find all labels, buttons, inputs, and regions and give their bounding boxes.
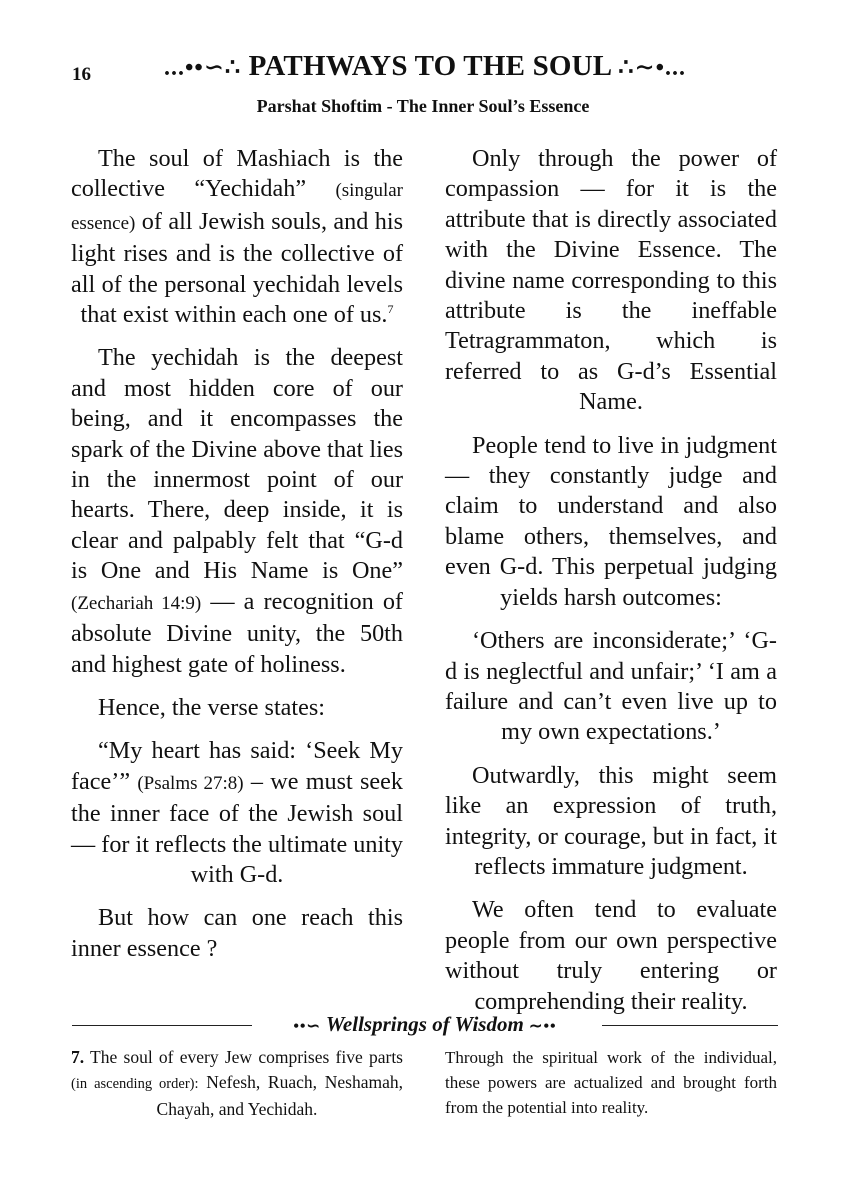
text: Nefesh, Ruach, Neshamah, Chayah, and Yechidah.: [156, 1072, 403, 1119]
paragraph: [71, 343, 403, 679]
citation: (Psalms 27:8): [137, 772, 244, 794]
divider-ornament-left-icon: ••∽: [293, 1018, 321, 1035]
book-title: PATHWAYS TO THE SOUL: [248, 50, 611, 82]
parenthetical: (singular essence): [71, 180, 403, 234]
text: — a recognition of absolute Divine unity, the 50th and highest gate of holiness.: [71, 587, 403, 678]
text: The soul of every Jew comprises five parts: [84, 1047, 403, 1067]
footnote-divider: [72, 1012, 778, 1040]
divider-title: Wellsprings of Wisdom: [325, 1012, 524, 1036]
paragraph: [71, 144, 403, 330]
title-ornament-left-icon: ...••∽∴: [164, 55, 242, 81]
text: The soul of Mashiach is the collective “Yechidah”: [71, 145, 403, 203]
paragraph: ‘Others are inconsiderate;’ ‘G-d is neglectful and unfair;’ ‘I am a failure and can’t even live up to my own expectations.’: [445, 627, 777, 746]
paragraph: But how can one reach this inner essence ?: [71, 904, 403, 962]
title-ornament-right-icon: ∴∼•...: [618, 55, 686, 81]
running-title: [130, 50, 720, 83]
paragraph: Outwardly, this might seem like an expression of truth, integrity, or courage, but in fact, it reflects immature judgment.: [445, 761, 777, 880]
text: – we must seek the inner face of the Jewish soul — for it reflects the ultimate unity with G-d.: [71, 767, 403, 888]
text: of all Jewish souls, and his light rises and is the collective of all of the personal yechidah levels that exist within each one of us.: [71, 207, 403, 329]
footnote-ref: 7: [387, 302, 394, 317]
paragraph: People tend to live in judgment — they constantly judge and claim to understand and also blame others, themselves, and even G-d. This perpetual judging yields harsh outcomes:: [445, 431, 777, 611]
footnote-left: [71, 1045, 403, 1122]
text: The yechidah is the deepest and most hidden core of our being, and it encompasses the spark of the Divine above that lies in the innermost point of our hearts. There, deep inside, it is clear and palpably felt that “G-d is One and His Name is One”: [71, 344, 403, 585]
text: “My heart has said: ‘Seek My face’”: [71, 737, 403, 795]
chapter-subtitle: Parshat Shoftim - The Inner Soul’s Essence: [256, 96, 590, 116]
page-number: 16: [72, 64, 91, 85]
paragraph: [71, 736, 403, 890]
divider-label: [72, 1012, 778, 1037]
parenthetical: (in ascending order):: [71, 1076, 199, 1092]
footnote-number: 7.: [71, 1047, 85, 1067]
paragraph: We often tend to evaluate people from our own perspective without truly entering or comprehending their reality.: [445, 896, 777, 1015]
paragraph: Hence, the verse states:: [98, 693, 325, 721]
paragraph: Only through the power of compassion — for it is the attribute that is directly associated with the Divine Essence. The divine name corresponding to this attribute is the ineffable Tetragrammaton, which is referred to as G-d’s Essential Name.: [445, 145, 777, 416]
citation: (Zechariah 14:9): [71, 592, 202, 614]
page-header: [0, 50, 846, 94]
right-column: [445, 144, 777, 1030]
footnote-right: Through the spiritual work of the individual, these powers are actualized and brought forth from the potential into reality.: [445, 1048, 777, 1117]
left-column: [71, 144, 403, 977]
divider-ornament-right-icon: ∼••: [529, 1018, 557, 1035]
